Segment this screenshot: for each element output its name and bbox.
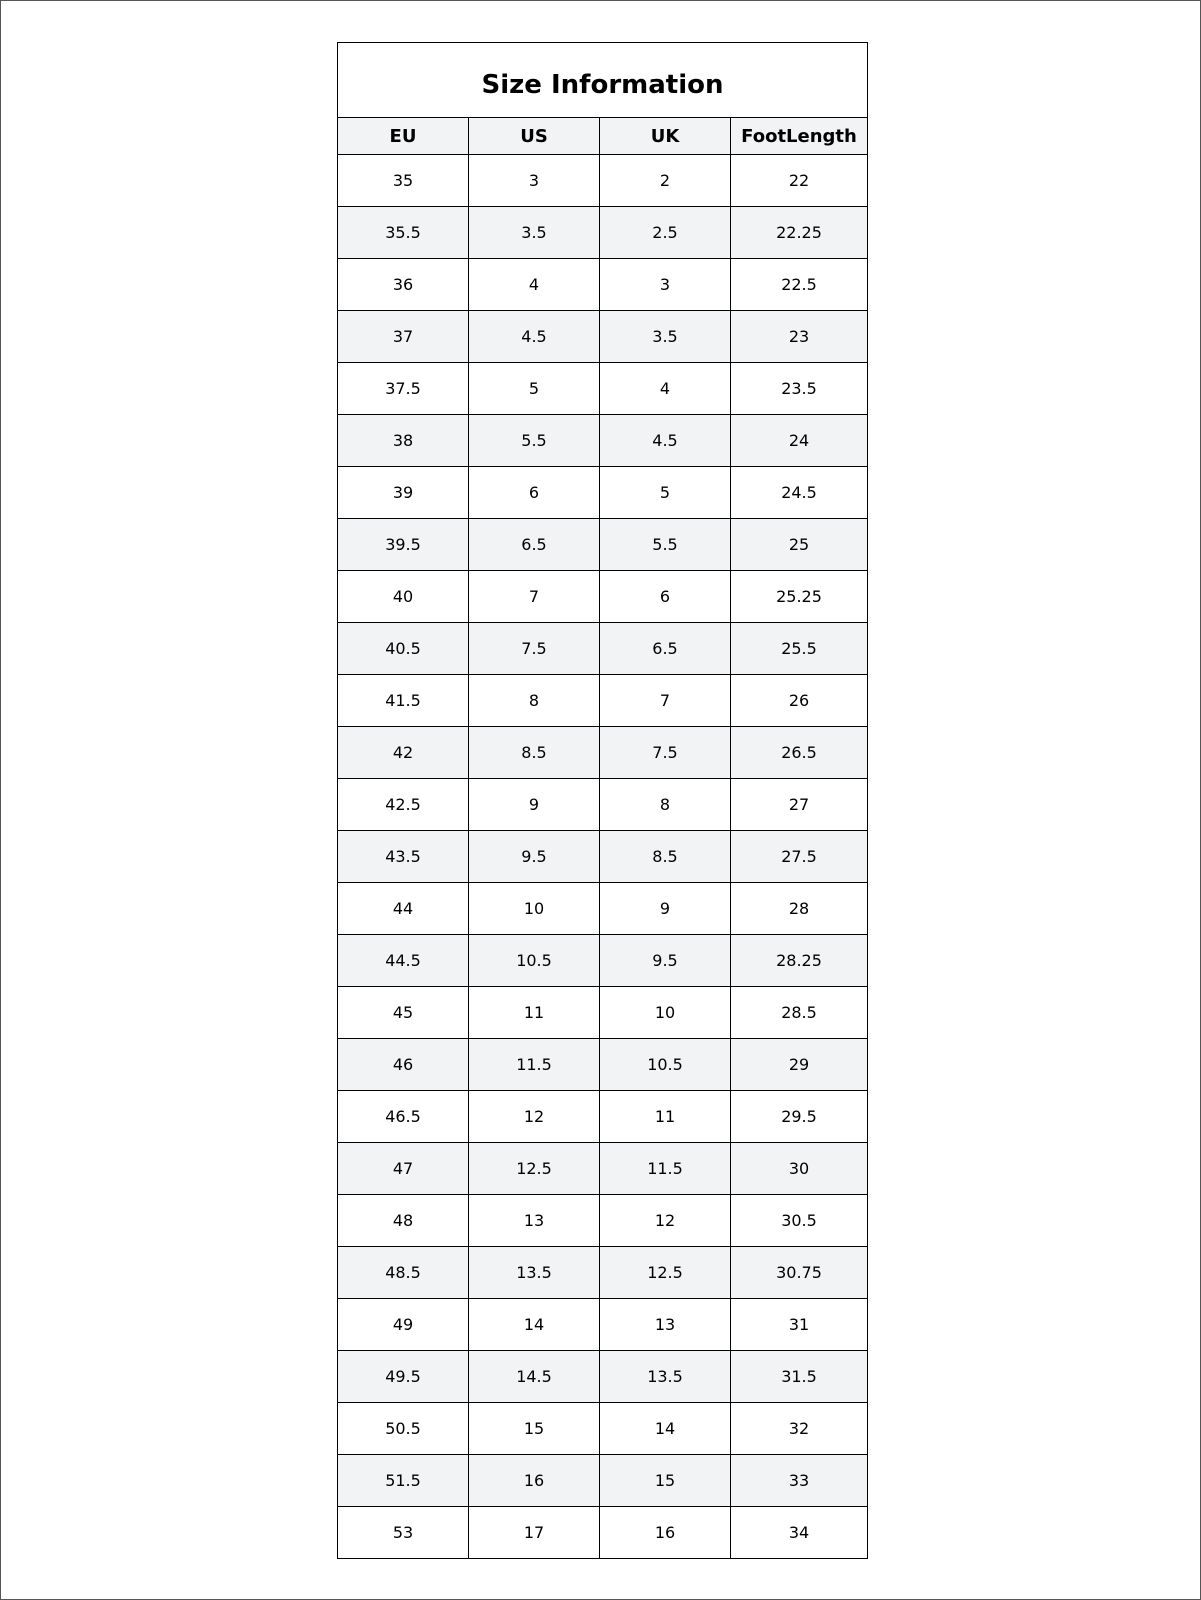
cell-us: 11.5 bbox=[469, 1039, 600, 1091]
table-row bbox=[338, 155, 868, 207]
table-row bbox=[338, 259, 868, 311]
cell-footlength: 34 bbox=[731, 1507, 868, 1559]
cell-uk: 8 bbox=[600, 779, 731, 831]
table-row bbox=[338, 311, 868, 363]
cell-eu: 44 bbox=[338, 883, 469, 935]
cell-footlength: 25 bbox=[731, 519, 868, 571]
cell-eu: 51.5 bbox=[338, 1455, 469, 1507]
table-row bbox=[338, 207, 868, 259]
cell-eu: 44.5 bbox=[338, 935, 469, 987]
table-row bbox=[338, 1507, 868, 1559]
cell-us: 17 bbox=[469, 1507, 600, 1559]
table-row bbox=[338, 1299, 868, 1351]
cell-eu: 39.5 bbox=[338, 519, 469, 571]
table-row bbox=[338, 779, 868, 831]
cell-eu: 46 bbox=[338, 1039, 469, 1091]
cell-uk: 13.5 bbox=[600, 1351, 731, 1403]
cell-us: 5.5 bbox=[469, 415, 600, 467]
table-row bbox=[338, 935, 868, 987]
table-title: Size Information bbox=[338, 43, 868, 118]
cell-uk: 5 bbox=[600, 467, 731, 519]
cell-footlength: 27.5 bbox=[731, 831, 868, 883]
cell-footlength: 31.5 bbox=[731, 1351, 868, 1403]
cell-uk: 2.5 bbox=[600, 207, 731, 259]
table-row bbox=[338, 623, 868, 675]
cell-footlength: 23.5 bbox=[731, 363, 868, 415]
table-row bbox=[338, 1195, 868, 1247]
column-header-footlength: FootLength bbox=[731, 118, 868, 155]
cell-uk: 6.5 bbox=[600, 623, 731, 675]
cell-uk: 12 bbox=[600, 1195, 731, 1247]
cell-uk: 8.5 bbox=[600, 831, 731, 883]
cell-us: 13.5 bbox=[469, 1247, 600, 1299]
cell-us: 4.5 bbox=[469, 311, 600, 363]
cell-us: 7.5 bbox=[469, 623, 600, 675]
cell-footlength: 32 bbox=[731, 1403, 868, 1455]
cell-eu: 49 bbox=[338, 1299, 469, 1351]
cell-footlength: 26.5 bbox=[731, 727, 868, 779]
cell-uk: 7 bbox=[600, 675, 731, 727]
cell-us: 15 bbox=[469, 1403, 600, 1455]
cell-us: 16 bbox=[469, 1455, 600, 1507]
cell-eu: 49.5 bbox=[338, 1351, 469, 1403]
cell-footlength: 25.25 bbox=[731, 571, 868, 623]
column-header-uk: UK bbox=[600, 118, 731, 155]
cell-us: 14.5 bbox=[469, 1351, 600, 1403]
cell-uk: 13 bbox=[600, 1299, 731, 1351]
cell-uk: 16 bbox=[600, 1507, 731, 1559]
cell-eu: 39 bbox=[338, 467, 469, 519]
table-row bbox=[338, 1143, 868, 1195]
cell-footlength: 30.5 bbox=[731, 1195, 868, 1247]
table-row bbox=[338, 831, 868, 883]
column-header-eu: EU bbox=[338, 118, 469, 155]
cell-us: 8.5 bbox=[469, 727, 600, 779]
cell-us: 6 bbox=[469, 467, 600, 519]
cell-us: 13 bbox=[469, 1195, 600, 1247]
cell-uk: 14 bbox=[600, 1403, 731, 1455]
cell-us: 6.5 bbox=[469, 519, 600, 571]
cell-footlength: 30 bbox=[731, 1143, 868, 1195]
cell-us: 14 bbox=[469, 1299, 600, 1351]
cell-footlength: 29 bbox=[731, 1039, 868, 1091]
column-header-us: US bbox=[469, 118, 600, 155]
cell-us: 9.5 bbox=[469, 831, 600, 883]
table-row bbox=[338, 675, 868, 727]
cell-footlength: 23 bbox=[731, 311, 868, 363]
cell-eu: 43.5 bbox=[338, 831, 469, 883]
cell-us: 3.5 bbox=[469, 207, 600, 259]
table-row bbox=[338, 467, 868, 519]
cell-eu: 38 bbox=[338, 415, 469, 467]
cell-footlength: 30.75 bbox=[731, 1247, 868, 1299]
cell-footlength: 27 bbox=[731, 779, 868, 831]
cell-uk: 5.5 bbox=[600, 519, 731, 571]
cell-us: 12 bbox=[469, 1091, 600, 1143]
cell-uk: 12.5 bbox=[600, 1247, 731, 1299]
header-row bbox=[338, 118, 868, 155]
cell-us: 8 bbox=[469, 675, 600, 727]
cell-eu: 36 bbox=[338, 259, 469, 311]
cell-eu: 48.5 bbox=[338, 1247, 469, 1299]
cell-uk: 3.5 bbox=[600, 311, 731, 363]
title-row bbox=[338, 43, 868, 118]
cell-uk: 7.5 bbox=[600, 727, 731, 779]
cell-eu: 47 bbox=[338, 1143, 469, 1195]
cell-uk: 10.5 bbox=[600, 1039, 731, 1091]
table-row bbox=[338, 1351, 868, 1403]
cell-uk: 10 bbox=[600, 987, 731, 1039]
cell-footlength: 26 bbox=[731, 675, 868, 727]
table-row bbox=[338, 571, 868, 623]
cell-uk: 9 bbox=[600, 883, 731, 935]
cell-footlength: 29.5 bbox=[731, 1091, 868, 1143]
cell-eu: 50.5 bbox=[338, 1403, 469, 1455]
table-body bbox=[338, 155, 868, 1559]
cell-uk: 15 bbox=[600, 1455, 731, 1507]
cell-eu: 40.5 bbox=[338, 623, 469, 675]
cell-footlength: 22 bbox=[731, 155, 868, 207]
cell-us: 10 bbox=[469, 883, 600, 935]
cell-footlength: 28.5 bbox=[731, 987, 868, 1039]
table-row bbox=[338, 1091, 868, 1143]
cell-us: 5 bbox=[469, 363, 600, 415]
cell-footlength: 33 bbox=[731, 1455, 868, 1507]
cell-uk: 11.5 bbox=[600, 1143, 731, 1195]
cell-eu: 46.5 bbox=[338, 1091, 469, 1143]
cell-eu: 48 bbox=[338, 1195, 469, 1247]
table-row bbox=[338, 883, 868, 935]
cell-us: 7 bbox=[469, 571, 600, 623]
cell-footlength: 24 bbox=[731, 415, 868, 467]
table-row bbox=[338, 727, 868, 779]
cell-eu: 40 bbox=[338, 571, 469, 623]
table-row bbox=[338, 363, 868, 415]
table-row bbox=[338, 1039, 868, 1091]
cell-eu: 42.5 bbox=[338, 779, 469, 831]
table-row bbox=[338, 1247, 868, 1299]
cell-uk: 11 bbox=[600, 1091, 731, 1143]
cell-eu: 35 bbox=[338, 155, 469, 207]
cell-eu: 45 bbox=[338, 987, 469, 1039]
table-row bbox=[338, 1455, 868, 1507]
cell-footlength: 22.5 bbox=[731, 259, 868, 311]
cell-uk: 9.5 bbox=[600, 935, 731, 987]
cell-eu: 37.5 bbox=[338, 363, 469, 415]
cell-uk: 2 bbox=[600, 155, 731, 207]
cell-footlength: 22.25 bbox=[731, 207, 868, 259]
cell-us: 9 bbox=[469, 779, 600, 831]
cell-footlength: 25.5 bbox=[731, 623, 868, 675]
table-row bbox=[338, 1403, 868, 1455]
cell-us: 3 bbox=[469, 155, 600, 207]
table-row bbox=[338, 519, 868, 571]
cell-footlength: 31 bbox=[731, 1299, 868, 1351]
cell-eu: 42 bbox=[338, 727, 469, 779]
cell-uk: 6 bbox=[600, 571, 731, 623]
table-row bbox=[338, 987, 868, 1039]
cell-us: 12.5 bbox=[469, 1143, 600, 1195]
cell-footlength: 24.5 bbox=[731, 467, 868, 519]
cell-us: 11 bbox=[469, 987, 600, 1039]
cell-uk: 4.5 bbox=[600, 415, 731, 467]
cell-us: 4 bbox=[469, 259, 600, 311]
cell-uk: 3 bbox=[600, 259, 731, 311]
size-table bbox=[337, 42, 868, 1559]
cell-eu: 53 bbox=[338, 1507, 469, 1559]
cell-eu: 37 bbox=[338, 311, 469, 363]
table-row bbox=[338, 415, 868, 467]
cell-footlength: 28 bbox=[731, 883, 868, 935]
cell-us: 10.5 bbox=[469, 935, 600, 987]
cell-eu: 35.5 bbox=[338, 207, 469, 259]
cell-eu: 41.5 bbox=[338, 675, 469, 727]
cell-footlength: 28.25 bbox=[731, 935, 868, 987]
cell-uk: 4 bbox=[600, 363, 731, 415]
